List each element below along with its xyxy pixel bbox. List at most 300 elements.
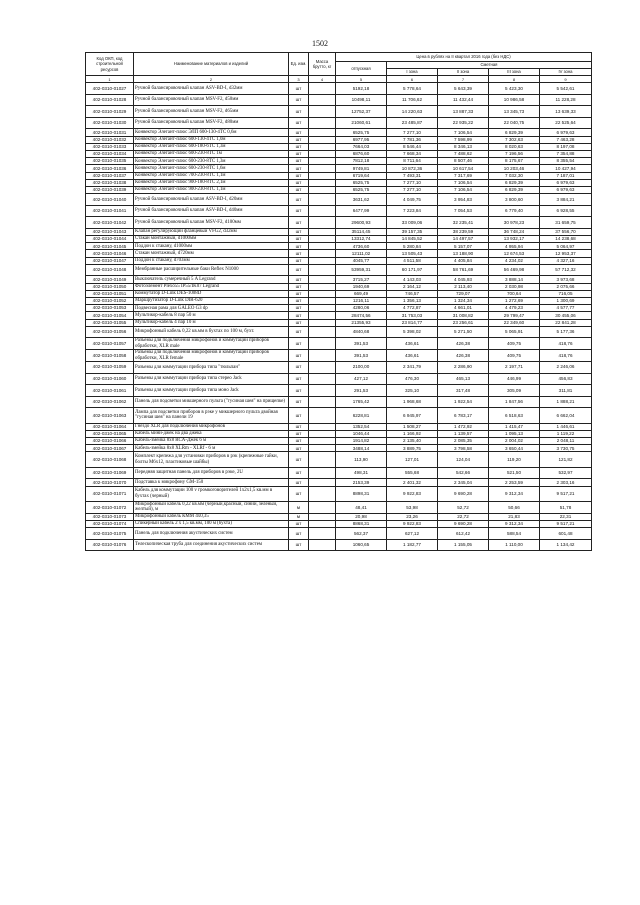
table-row (86, 194, 592, 206)
cell-price-zone-4: 3 973,68 (540, 276, 592, 283)
cell-code: 402-0310-01056 (86, 326, 134, 338)
cell-price-otpusk: 7812,18 (336, 158, 387, 165)
cell-price-zone-4: 7 354,88 (540, 150, 592, 157)
cell-price-zone-1: 4 143,03 (387, 276, 438, 283)
cell-name: Стакан монтажный, d1000мм (134, 236, 289, 243)
cell-unit: шт (289, 228, 309, 235)
cell-price-zone-3: 10 203,46 (489, 165, 540, 172)
cell-price-otpusk: 6477,99 (336, 205, 387, 217)
cell-price-zone-1: 9 922,83 (387, 486, 438, 501)
cell-price-zone-4: 6 979,63 (540, 179, 592, 186)
table-row (86, 143, 592, 150)
table-row (86, 217, 592, 229)
table-row (86, 528, 592, 540)
cell-code: 402-0310-01035 (86, 158, 134, 165)
cell-code: 402-0310-01049 (86, 276, 134, 283)
table-row (86, 186, 592, 193)
cell-mass (309, 257, 336, 264)
cell-name: Ручной балансировочный клапан ASV-BD-I, d40мм (134, 205, 289, 217)
cell-price-zone-1: 2 341,79 (387, 361, 438, 373)
cell-unit: шт (289, 186, 309, 193)
cell-price-zone-3: 1 847,56 (489, 396, 540, 408)
cell-price-zone-1: 1 508,27 (387, 423, 438, 430)
cell-mass (309, 276, 336, 283)
cell-price-zone-1: 33 009,06 (387, 217, 438, 229)
cell-name: Ручной балансировочный клапан MSV-F2, d80мм (134, 117, 289, 129)
cell-name: Мультикор-кабель 8 пар 50 м (134, 312, 289, 319)
column-index: 6 (387, 76, 438, 83)
cell-unit: шт (289, 136, 309, 143)
cell-unit: шт (289, 528, 309, 540)
cell-price-zone-4: 14 238,68 (540, 236, 592, 243)
cell-unit: шт (289, 326, 309, 338)
cell-price-zone-2: 8 346,13 (438, 143, 489, 150)
cell-price-zone-4: 601,48 (540, 528, 592, 540)
cell-price-zone-4: 311,81 (540, 385, 592, 397)
cell-price-zone-2: 1 922,54 (438, 396, 489, 408)
cell-price-zone-4: 11 228,28 (540, 94, 592, 106)
cell-price-zone-3: 9 312,34 (489, 520, 540, 527)
cell-mass (309, 194, 336, 206)
cell-price-otpusk: 29600,93 (336, 217, 387, 229)
cell-price-otpusk: 20,98 (336, 513, 387, 520)
cell-price-otpusk: 35114,45 (336, 228, 387, 235)
cell-name: Ручной балансировочный клапан MSV-F2, d50мм (134, 94, 289, 106)
cell-mass (309, 264, 336, 276)
cell-price-otpusk: 562,37 (336, 528, 387, 540)
cell-price-zone-4: 2 246,06 (540, 361, 592, 373)
cell-mass (309, 486, 336, 501)
table-row (86, 396, 592, 408)
cell-mass (309, 283, 336, 290)
cell-price-zone-4: 10 427,94 (540, 165, 592, 172)
cell-price-zone-3: 8 175,67 (489, 158, 540, 165)
cell-price-zone-3: 305,09 (489, 385, 540, 397)
cell-price-otpusk: 1940,69 (336, 283, 387, 290)
cell-name: Кабель-змейка 8x8 XLRm - XLRf - 6 м (134, 445, 289, 452)
cell-price-zone-2: 7 488,62 (438, 150, 489, 157)
cell-name: Разъемы для подключения микрофонов и коммутации приборов обработки, XLR male (134, 338, 289, 350)
cell-mass (309, 150, 336, 157)
cell-code: 402-0310-01041 (86, 205, 134, 217)
cell-price-zone-2: 1 324,34 (438, 297, 489, 304)
cell-code: 402-0310-01051 (86, 290, 134, 297)
table-row (86, 486, 592, 501)
cell-price-zone-2: 7 106,54 (438, 186, 489, 193)
cell-name: Разъемы для коммутации прибора типа моно Jack (134, 385, 289, 397)
cell-price-otpusk: 1046,44 (336, 430, 387, 437)
cell-price-zone-4: 1 134,42 (540, 539, 592, 551)
cell-unit: шт (289, 297, 309, 304)
cell-price-zone-4: 51,78 (540, 501, 592, 513)
cell-price-zone-1: 2 401,32 (387, 479, 438, 486)
cell-unit: шт (289, 165, 309, 172)
cell-price-zone-4: 418,76 (540, 338, 592, 350)
cell-price-otpusk: 21355,93 (336, 319, 387, 326)
cell-price-otpusk: 8868,31 (336, 520, 387, 527)
cell-unit: шт (289, 217, 309, 229)
cell-name: Поддон к стакану, d1000мм (134, 243, 289, 250)
cell-price-zone-2: 1 155,05 (438, 539, 489, 551)
cell-mass (309, 350, 336, 362)
cell-mass (309, 94, 336, 106)
cell-code: 402-0310-01032 (86, 136, 134, 143)
cell-code: 402-0310-01070 (86, 479, 134, 486)
cell-price-zone-2: 22,72 (438, 513, 489, 520)
cell-price-zone-1: 746,57 (387, 290, 438, 297)
cell-price-zone-1: 9 922,83 (387, 520, 438, 527)
table-row (86, 94, 592, 106)
cell-mass (309, 385, 336, 397)
cell-price-zone-1: 7 277,10 (387, 186, 438, 193)
cell-price-zone-3: 1 110,00 (489, 539, 540, 551)
cell-price-zone-4: 22 841,28 (540, 319, 592, 326)
cell-price-zone-4: 3 730,75 (540, 445, 592, 452)
cell-price-zone-4: 1 300,69 (540, 297, 592, 304)
cell-price-zone-3: 50,66 (489, 501, 540, 513)
cell-price-zone-2: 7 106,54 (438, 179, 489, 186)
cell-mass (309, 513, 336, 520)
cell-price-zone-1: 325,10 (387, 385, 438, 397)
cell-price-zone-1: 3 889,75 (387, 445, 438, 452)
cell-code: 402-0310-01057 (86, 338, 134, 350)
cell-price-otpusk: 391,53 (336, 338, 387, 350)
cell-unit: шт (289, 396, 309, 408)
cell-price-zone-1: 23 814,77 (387, 319, 438, 326)
table-row (86, 430, 592, 437)
cell-price-zone-1: 7 781,36 (387, 136, 438, 143)
cell-code: 402-0310-01048 (86, 264, 134, 276)
cell-unit: шт (289, 373, 309, 385)
cell-price-zone-3: 6 829,39 (489, 186, 540, 193)
cell-unit: шт (289, 430, 309, 437)
cell-price-otpusk: 2100,00 (336, 361, 387, 373)
cell-name: Разъемы для коммутации прибора типа стерео Jack (134, 373, 289, 385)
cell-price-zone-3: 12 674,53 (489, 250, 540, 257)
cell-mass (309, 452, 336, 467)
cell-mass (309, 539, 336, 551)
cell-price-otpusk: 28474,56 (336, 312, 387, 319)
cell-price-otpusk: 4280,06 (336, 305, 387, 312)
cell-name: Выключатель сумеречный 5 A Legrand (134, 276, 289, 283)
cell-unit: шт (289, 194, 309, 206)
table-row (86, 150, 592, 157)
cell-price-zone-1: 5 778,64 (387, 83, 438, 95)
cell-price-zone-3: 4 234,02 (489, 257, 540, 264)
cell-price-zone-3: 22 040,75 (489, 117, 540, 129)
cell-unit: шт (289, 250, 309, 257)
table-row (86, 438, 592, 445)
cell-price-zone-1: 436,61 (387, 338, 438, 350)
cell-name: Конвектор Элегант-плюс 600-230-8ТС 1м (134, 150, 289, 157)
table-row (86, 361, 592, 373)
cell-unit: шт (289, 117, 309, 129)
cell-code: 402-0310-01066 (86, 438, 134, 445)
cell-mass (309, 373, 336, 385)
column-index: 4 (309, 76, 336, 83)
cell-price-zone-1: 23 485,87 (387, 117, 438, 129)
cell-name: Микрофонный кабель КММ 4х0,35 (134, 513, 289, 520)
cell-name: Стакан монтажный, d720мм (134, 250, 289, 257)
cell-price-otpusk: 391,53 (336, 350, 387, 362)
table-row (86, 236, 592, 243)
cell-code: 402-0310-01064 (86, 423, 134, 430)
cell-code: 402-0310-01028 (86, 94, 134, 106)
cell-name: Конвектор Элегант-плюс 600-230-8ТС 1,6м (134, 165, 289, 172)
cell-name: Ручной балансировочный клапан ASV-BD-I, d20мм (134, 194, 289, 206)
cell-price-zone-2: 1 139,57 (438, 430, 489, 437)
cell-unit: шт (289, 385, 309, 397)
cell-name: Конвектор Элегант-плюс 900-230-8ТС 1,1м (134, 186, 289, 193)
table-row (86, 117, 592, 129)
cell-price-zone-4: 5 542,61 (540, 83, 592, 95)
cell-price-otpusk: 13312,74 (336, 236, 387, 243)
cell-unit: шт (289, 445, 309, 452)
cell-price-zone-3: 4 955,94 (489, 243, 540, 250)
cell-name: Телескопическая труба для соединения акустических систем (134, 539, 289, 551)
cell-unit: шт (289, 423, 309, 430)
table-row (86, 250, 592, 257)
cell-price-otpusk: 1216,11 (336, 297, 387, 304)
cell-mass (309, 430, 336, 437)
cell-code: 402-0310-01033 (86, 143, 134, 150)
column-index: 1 (86, 76, 134, 83)
cell-price-zone-4: 31 659,75 (540, 217, 592, 229)
cell-price-zone-3: 6 779,40 (489, 205, 540, 217)
column-index: 3 (289, 76, 309, 83)
cell-code: 402-0310-01040 (86, 194, 134, 206)
table-row (86, 338, 592, 350)
cell-price-zone-1: 7 668,34 (387, 150, 438, 157)
cell-code: 402-0310-01059 (86, 361, 134, 373)
cell-price-zone-1: 7 277,10 (387, 129, 438, 136)
cell-unit: шт (289, 205, 309, 217)
cell-price-zone-1: 8 711,64 (387, 158, 438, 165)
cell-price-zone-3: 30 978,23 (489, 217, 540, 229)
cell-unit: шт (289, 319, 309, 326)
cell-price-zone-2: 124,04 (438, 452, 489, 467)
cell-price-zone-2: 1 472,92 (438, 423, 489, 430)
cell-price-otpusk: 6719,64 (336, 172, 387, 179)
cell-price-zone-4: 5 064,97 (540, 243, 592, 250)
table-row (86, 385, 592, 397)
cell-code: 402-0310-01038 (86, 179, 134, 186)
cell-unit: шт (289, 452, 309, 467)
cell-price-zone-1: 11 706,62 (387, 94, 438, 106)
cell-price-zone-2: 9 690,28 (438, 520, 489, 527)
cell-unit: шт (289, 479, 309, 486)
cell-price-zone-2: 32 235,41 (438, 217, 489, 229)
cell-name: Комплект крепежа для установки приборов в рэк (крепежные гайки, болты М6х12, пластиковые шайбы) (134, 452, 289, 467)
cell-unit: шт (289, 129, 309, 136)
cell-price-otpusk: 113,90 (336, 452, 387, 467)
cell-price-otpusk: 1914,82 (336, 438, 387, 445)
cell-price-otpusk: 1352,54 (336, 423, 387, 430)
cell-price-zone-2: 23 256,61 (438, 319, 489, 326)
cell-price-zone-1: 14 220,63 (387, 106, 438, 118)
cell-price-zone-2: 5 271,50 (438, 326, 489, 338)
cell-mass (309, 408, 336, 423)
cell-price-zone-3: 4 479,23 (489, 305, 540, 312)
cell-code: 402-0310-01063 (86, 408, 134, 423)
header-zone-1: I зона (387, 69, 438, 76)
cell-code: 402-0310-01036 (86, 165, 134, 172)
table-row (86, 136, 592, 143)
cell-name: Подставка к микрофону GM-150 (134, 479, 289, 486)
cell-price-otpusk: 7664,03 (336, 143, 387, 150)
table-row (86, 129, 592, 136)
cell-price-zone-4: 2 303,16 (540, 479, 592, 486)
cell-price-zone-3: 7 196,56 (489, 150, 540, 157)
cell-mass (309, 250, 336, 257)
cell-unit: шт (289, 305, 309, 312)
cell-mass (309, 361, 336, 373)
cell-price-zone-1: 10 872,36 (387, 165, 438, 172)
cell-name: Передняя защитная панель для приборов в рэке, 2U (134, 467, 289, 479)
table-row (86, 350, 592, 362)
header-zone-3: III зона (489, 69, 540, 76)
cell-mass (309, 423, 336, 430)
cell-price-zone-3: 3 888,14 (489, 276, 540, 283)
cell-price-otpusk: 8898,31 (336, 486, 387, 501)
cell-price-zone-4: 418,76 (540, 350, 592, 362)
cell-price-otpusk: 6525,75 (336, 179, 387, 186)
cell-name: Конвектор Элегант-плюс 600-180-6ТС 1,3м (134, 143, 289, 150)
cell-price-zone-2: 2 286,90 (438, 361, 489, 373)
cell-price-zone-1: 1 356,13 (387, 297, 438, 304)
cell-name: Конвектор Элегант-плюс 900-180-8ТС 2,1м (134, 179, 289, 186)
cell-price-zone-4: 2 048,11 (540, 438, 592, 445)
cell-price-zone-2: 52,72 (438, 501, 489, 513)
cell-price-otpusk: 4736,60 (336, 243, 387, 250)
cell-price-zone-1: 1 166,92 (387, 430, 438, 437)
cell-unit: шт (289, 283, 309, 290)
table-row (86, 257, 592, 264)
cell-price-zone-3: 22 349,60 (489, 319, 540, 326)
cell-mass (309, 467, 336, 479)
cell-price-zone-3: 8 020,63 (489, 143, 540, 150)
cell-price-zone-4: 1 446,61 (540, 423, 592, 430)
cell-price-otpusk: 669,49 (336, 290, 387, 297)
table-row (86, 452, 592, 467)
cell-price-zone-3: 1 095,13 (489, 430, 540, 437)
cell-unit: шт (289, 83, 309, 95)
cell-code: 402-0310-01053 (86, 305, 134, 312)
cell-price-zone-1: 6 945,97 (387, 408, 438, 423)
cell-price-zone-1: 14 845,52 (387, 236, 438, 243)
cell-price-otpusk: 10498,11 (336, 94, 387, 106)
cell-price-zone-3: 119,20 (489, 452, 540, 467)
cell-code: 402-0310-01065 (86, 430, 134, 437)
cell-price-zone-4: 22,31 (540, 513, 592, 520)
cell-price-zone-3: 29 799,47 (489, 312, 540, 319)
cell-name: Маршрутизатор D-Link DIR-620 (134, 297, 289, 304)
cell-price-zone-1: 476,30 (387, 373, 438, 385)
cell-price-otpusk: 6977,95 (336, 136, 387, 143)
cell-name: Ручной балансировочный клапан MSV-F2, d100мм (134, 217, 289, 229)
table-row (86, 305, 592, 312)
table-row (86, 205, 592, 217)
table-row (86, 467, 592, 479)
cell-price-zone-2: 5 157,07 (438, 243, 489, 250)
cell-price-otpusk: 2153,39 (336, 479, 387, 486)
cell-code: 402-0310-01054 (86, 312, 134, 319)
cell-mass (309, 236, 336, 243)
cell-unit: шт (289, 539, 309, 551)
cell-mass (309, 136, 336, 143)
cell-price-otpusk: 3488,14 (336, 445, 387, 452)
cell-price-zone-1: 127,01 (387, 452, 438, 467)
cell-price-otpusk: 6525,75 (336, 186, 387, 193)
cell-price-zone-3: 7 032,30 (489, 172, 540, 179)
cell-price-zone-1: 8 546,44 (387, 143, 438, 150)
header-otpusk: отпускная (336, 62, 387, 76)
cell-unit: шт (289, 172, 309, 179)
cell-mass (309, 319, 336, 326)
cell-price-zone-3: 1 415,47 (489, 423, 540, 430)
table-row (86, 520, 592, 527)
cell-code: 402-0310-01075 (86, 528, 134, 540)
table-row (86, 501, 592, 513)
cell-name: Кабель для коммутации 100 v громкоговорителей 1x2x1,5 кв.мм в бухтах (черный) (134, 486, 289, 501)
cell-price-zone-3: 2 253,59 (489, 479, 540, 486)
cell-price-zone-3: 9 312,34 (489, 486, 540, 501)
cell-code: 402-0310-01061 (86, 385, 134, 397)
table-row (86, 106, 592, 118)
table-row (86, 312, 592, 319)
cell-price-zone-2: 10 617,54 (438, 165, 489, 172)
cell-price-otpusk: 427,12 (336, 373, 387, 385)
cell-mass (309, 479, 336, 486)
cell-name: Панель для подсветки микшерного пульта ("гусиная шея" на прищепке) (134, 396, 289, 408)
cell-mass (309, 438, 336, 445)
cell-price-zone-4: 3 884,21 (540, 194, 592, 206)
cell-name: Микрофонный кабель 0,22 кв.мм в бухтах по 100 м, бухт. (134, 326, 289, 338)
cell-price-zone-1: 13 505,43 (387, 250, 438, 257)
cell-price-zone-4: 6 979,63 (540, 186, 592, 193)
cell-mass (309, 129, 336, 136)
table-row (86, 445, 592, 452)
cell-price-zone-3: 446,99 (489, 373, 540, 385)
cell-unit: шт (289, 486, 309, 501)
cell-code: 402-0310-01044 (86, 236, 134, 243)
cell-price-zone-2: 13 188,90 (438, 250, 489, 257)
cell-price-zone-3: 36 748,24 (489, 228, 540, 235)
table-row (86, 179, 592, 186)
cell-price-zone-4: 456,83 (540, 373, 592, 385)
cell-price-zone-2: 7 106,54 (438, 129, 489, 136)
cell-mass (309, 445, 336, 452)
table-row (86, 228, 592, 235)
cell-name: Конвектор Элегант-плюс 700-230-8ТС 1,1м (134, 172, 289, 179)
table-row (86, 319, 592, 326)
cell-price-zone-4: 8 355,54 (540, 158, 592, 165)
column-index: 7 (438, 76, 489, 83)
cell-mass (309, 305, 336, 312)
cell-price-zone-3: 6 829,39 (489, 179, 540, 186)
cell-price-zone-2: 542,66 (438, 467, 489, 479)
header-mass: Масса брутто, кг (309, 53, 336, 76)
cell-mass (309, 186, 336, 193)
cell-unit: шт (289, 290, 309, 297)
cell-price-zone-3: 700,64 (489, 290, 540, 297)
cell-price-zone-3: 7 302,63 (489, 136, 540, 143)
cell-unit: шт (289, 150, 309, 157)
cell-price-otpusk: 4840,68 (336, 326, 387, 338)
price-table (85, 52, 592, 551)
cell-price-otpusk: 1060,65 (336, 539, 387, 551)
header-name: Наименование материалов и изделий (134, 53, 289, 76)
